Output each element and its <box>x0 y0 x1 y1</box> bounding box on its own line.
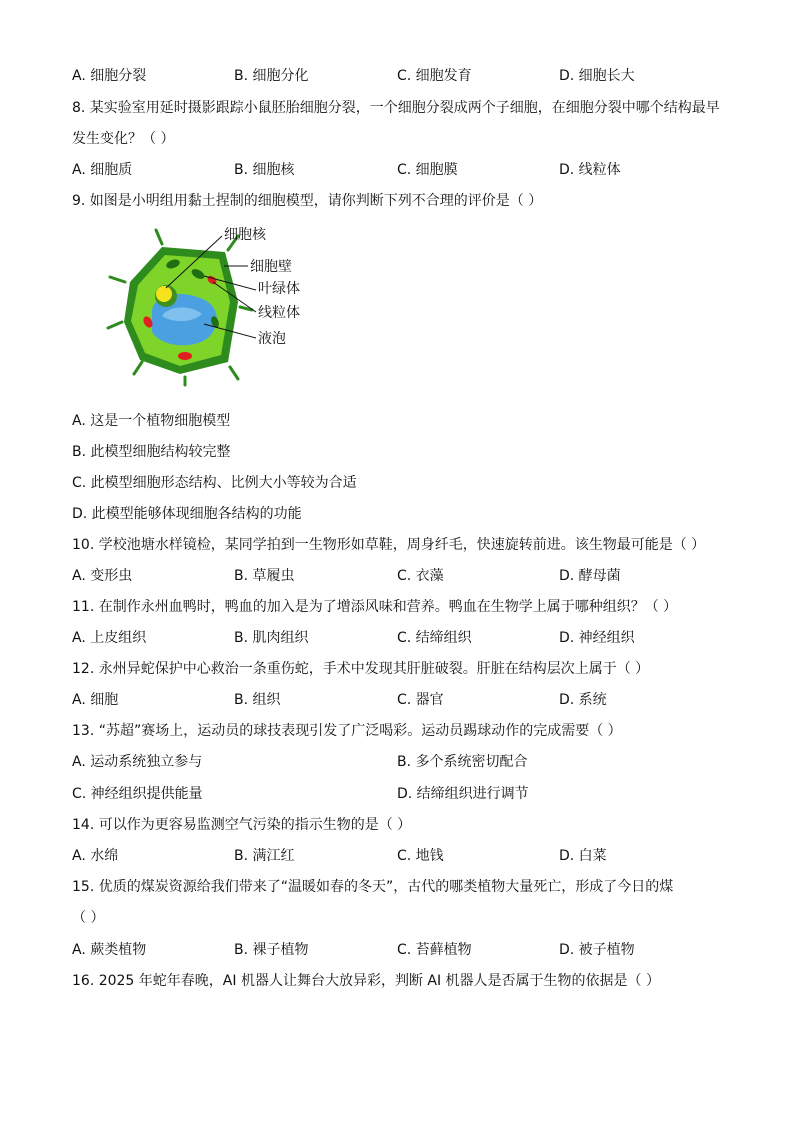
q13-options-row2 <box>72 784 732 804</box>
q11-option-a[interactable]: A. 上皮组织 <box>72 630 147 646</box>
q8-option-d[interactable]: D. 线粒体 <box>559 162 621 178</box>
q10-option-b[interactable]: B. 草履虫 <box>234 568 295 584</box>
q13-stem: 13. “苏超”赛场上，运动员的球技表现引发了广泛喝彩。运动员踢球动作的完成需要（ ） <box>72 723 622 739</box>
q14-option-b[interactable]: B. 满江红 <box>234 848 295 864</box>
q15-option-d[interactable]: D. 被子植物 <box>559 942 635 958</box>
q11-stem: 11. 在制作永州血鸭时，鸭血的加入是为了增添风味和营养。鸭血在生物学上属于哪种组织？（ ） <box>72 599 678 615</box>
q11-options <box>72 628 732 648</box>
nucleus-shape <box>156 286 172 302</box>
label-vacuole: 液泡 <box>258 331 286 347</box>
q12-option-c[interactable]: C. 器官 <box>397 692 444 708</box>
label-nucleus: 细胞核 <box>224 227 266 243</box>
q7-option-c[interactable]: C. 细胞发育 <box>397 68 472 84</box>
q14-option-d[interactable]: D. 白菜 <box>559 848 607 864</box>
q14-options <box>72 846 732 866</box>
q14-stem: 14. 可以作为更容易监测空气污染的指示生物的是（ ） <box>72 817 412 833</box>
q10-options <box>72 566 732 586</box>
q9-option-c[interactable]: C. 此模型细胞形态结构、比例大小等较为合适 <box>72 475 357 491</box>
q9-option-a[interactable]: A. 这是一个植物细胞模型 <box>72 413 231 429</box>
q15-option-c[interactable]: C. 苔藓植物 <box>397 942 472 958</box>
q11-option-d[interactable]: D. 神经组织 <box>559 630 635 646</box>
q13-options-row1 <box>72 752 732 772</box>
q8-options <box>72 160 732 180</box>
q16-stem: 16. 2025 年蛇年春晚，AI 机器人让舞台大放异彩，判断 AI 机器人是否属于生物的依据是（ ） <box>72 973 661 989</box>
q13-option-b[interactable]: B. 多个系统密切配合 <box>397 754 528 770</box>
q7-option-b[interactable]: B. 细胞分化 <box>234 68 309 84</box>
q12-stem: 12. 永州异蛇保护中心救治一条重伤蛇，手术中发现其肝脏破裂。肝脏在结构层次上属于（ ） <box>72 661 650 677</box>
q12-option-b[interactable]: B. 组织 <box>234 692 281 708</box>
q13-option-d[interactable]: D. 结缔组织进行调节 <box>397 786 529 802</box>
q7-option-d[interactable]: D. 细胞长大 <box>559 68 635 84</box>
q14-option-c[interactable]: C. 地钱 <box>397 848 444 864</box>
q10-option-d[interactable]: D. 酵母菌 <box>559 568 621 584</box>
q9-option-d[interactable]: D. 此模型能够体现细胞各结构的功能 <box>72 506 302 522</box>
q15-option-b[interactable]: B. 裸子植物 <box>234 942 309 958</box>
q11-option-c[interactable]: C. 结缔组织 <box>397 630 472 646</box>
q8-stem-line1: 8. 某实验室用延时摄影跟踪小鼠胚胎细胞分裂，一个细胞分裂成两个子细胞，在细胞分裂中哪个结构最早 <box>72 100 720 116</box>
q12-options <box>72 690 732 710</box>
q15-stem-line2: （ ） <box>72 910 105 926</box>
q12-option-a[interactable]: A. 细胞 <box>72 692 119 708</box>
q8-option-b[interactable]: B. 细胞核 <box>234 162 295 178</box>
q7-options <box>72 66 732 86</box>
cell-model-figure <box>100 222 320 392</box>
q10-stem: 10. 学校池塘水样镜检，某同学拍到一生物形如草鞋，周身纤毛，快速旋转前进。该生物最可能是（ ） <box>72 537 706 553</box>
q10-option-a[interactable]: A. 变形虫 <box>72 568 133 584</box>
label-mitochondria: 线粒体 <box>258 305 300 321</box>
q9-stem: 9. 如图是小明组用黏土捏制的细胞模型，请你判断下列不合理的评价是（ ） <box>72 193 543 209</box>
q9-option-b[interactable]: B. 此模型细胞结构较完整 <box>72 444 231 460</box>
q8-stem-line2: 发生变化？（ ） <box>72 131 175 147</box>
q11-option-b[interactable]: B. 肌肉组织 <box>234 630 309 646</box>
q15-options <box>72 940 732 960</box>
q8-option-c[interactable]: C. 细胞膜 <box>397 162 458 178</box>
q12-option-d[interactable]: D. 系统 <box>559 692 607 708</box>
label-chloroplast: 叶绿体 <box>258 281 300 297</box>
q13-option-c[interactable]: C. 神经组织提供能量 <box>72 786 203 802</box>
q7-option-a[interactable]: A. 细胞分裂 <box>72 68 147 84</box>
label-cell-wall: 细胞壁 <box>250 259 292 275</box>
q15-stem-line1: 15. 优质的煤炭资源给我们带来了“温暖如春的冬天”，古代的哪类植物大量死亡，形成了今日的煤 <box>72 879 674 895</box>
q14-option-a[interactable]: A. 水绵 <box>72 848 119 864</box>
q15-option-a[interactable]: A. 蕨类植物 <box>72 942 147 958</box>
q13-option-a[interactable]: A. 运动系统独立参与 <box>72 754 203 770</box>
q8-option-a[interactable]: A. 细胞质 <box>72 162 133 178</box>
q10-option-c[interactable]: C. 衣藻 <box>397 568 444 584</box>
